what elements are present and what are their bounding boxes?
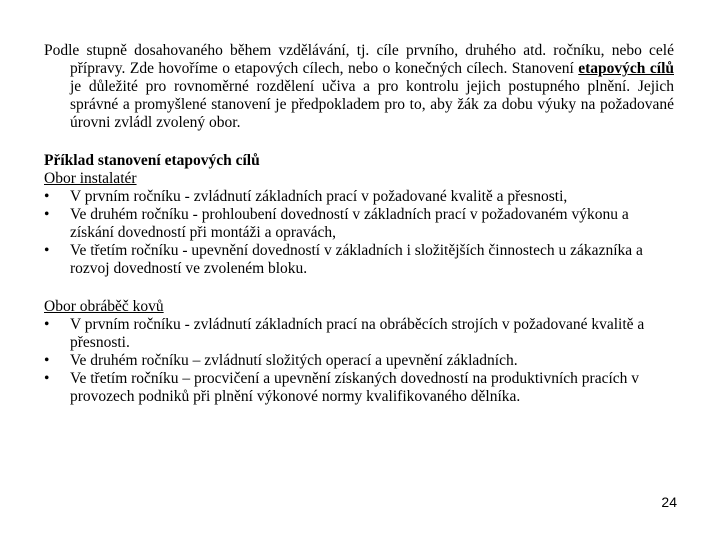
list-item <box>44 188 674 206</box>
list-item-text: Ve druhém ročníku - prohloubení dovedností v základních prací v požadovaném výkonu a získání dovedností při montáži a opravách, <box>70 206 629 241</box>
list-item-text: Ve třetím ročníku - upevnění dovedností v základních i složitějších činnostech u zákazníka a rozvoj dovedností ve zvoleném bloku. <box>70 242 643 277</box>
field-list-instalater <box>44 188 674 278</box>
list-item <box>44 316 674 352</box>
list-item-text: Ve druhém ročníku – zvládnutí složitých operací a upevnění základních. <box>70 352 518 369</box>
bullet-icon: • <box>44 316 50 333</box>
intro-text-end: je důležité pro rovnoměrné rozdělení učiva a pro kontrolu jejich postupného plnění. Jejich správné a promyšlené stanovení je předpokladem pro to, aby žák za dobu výuky na požadované úrovni zvládl zvolený obor. <box>70 78 674 131</box>
field-title-instalater: Obor instalatér <box>44 170 137 187</box>
bullet-icon: • <box>44 352 50 369</box>
page-number: 24 <box>661 494 677 510</box>
list-item <box>44 206 674 242</box>
intro-text-start: Podle stupně dosahovaného během vzdělávání, tj. cíle prvního, druhého atd. ročníku, nebo celé přípravy. Zde hovoříme o etapových cílech, nebo o konečných cílech. Stanovení <box>44 42 674 77</box>
field-title-obrabec: Obor obráběč kovů <box>44 298 164 315</box>
bullet-icon: • <box>44 188 50 205</box>
example-heading: Příklad stanovení etapových cílů <box>44 152 260 169</box>
intro-emphasis: etapových cílů <box>578 60 674 77</box>
bullet-icon: • <box>44 242 50 259</box>
intro-paragraph <box>44 42 674 132</box>
list-item <box>44 242 674 278</box>
field-list-obrabec <box>44 316 674 406</box>
bullet-icon: • <box>44 206 50 223</box>
list-item-text: V prvním ročníku - zvládnutí základních prací na obráběcích strojích v požadované kvalitě a přesnosti. <box>70 316 645 351</box>
list-item <box>44 370 674 406</box>
list-item <box>44 352 674 370</box>
list-item-text: Ve třetím ročníku – procvičení a upevnění získaných dovedností na produktivních pracích v provozech podniků při plnění výkonové normy kvalifikovaného dělníka. <box>70 370 640 405</box>
slide-content <box>44 42 674 406</box>
bullet-icon: • <box>44 370 50 387</box>
list-item-text: V prvním ročníku - zvládnutí základních prací v požadované kvalitě a přesnosti, <box>70 188 568 205</box>
